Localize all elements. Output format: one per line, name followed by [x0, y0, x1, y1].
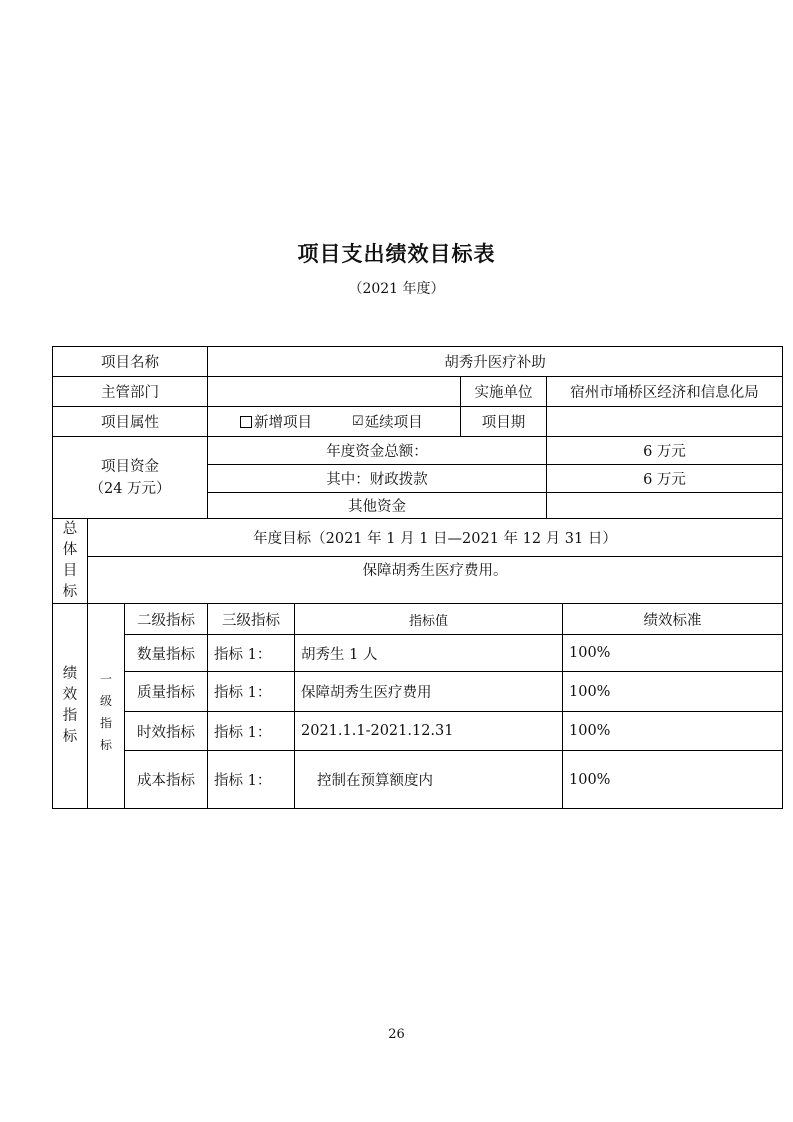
checkbox-empty-icon	[240, 416, 252, 428]
table-row-1-level3: 指标 1：	[214, 685, 272, 701]
project-name-label: 项目名称	[101, 355, 159, 371]
annual-total-label: 年度资金总额：	[326, 444, 428, 460]
col-header-level3: 三级指标	[222, 612, 280, 629]
page-title: 项目支出绩效目标表	[297, 242, 496, 266]
table-row-3-value: 控制在预算额度内	[317, 773, 433, 789]
annual-goal-text: 保障胡秀生医疗费用。	[362, 563, 508, 579]
attr-new-option	[240, 411, 312, 432]
col-header-standard: 绩效标准	[643, 612, 702, 629]
fiscal-label: 其中：财政拨款	[326, 472, 428, 488]
attr-options	[208, 407, 460, 436]
table-row-1-level2: 质量指标	[137, 685, 195, 701]
other-funds-value	[547, 493, 782, 518]
col-header-value: 指标值	[408, 613, 448, 629]
dept-label: 主管部门	[101, 385, 159, 401]
table-row-0-standard: 100%	[569, 645, 611, 661]
col-header-level2: 二级指标	[137, 612, 195, 629]
checkbox-checked-icon: ☑	[352, 414, 364, 429]
annual-total-value: 6 万元	[643, 444, 686, 460]
table-row-0-level3: 指标 1：	[214, 646, 272, 663]
table-row-0-value: 胡秀生 1 人	[301, 646, 378, 663]
annual-goal-title: 年度目标（2021 年 1 月 1 日—2021 年 12 月 31 日）	[253, 531, 617, 547]
table-row-2-standard: 100%	[569, 723, 611, 739]
period-label: 项目期	[481, 415, 526, 431]
project-name-value: 胡秀升医疗补助	[444, 355, 546, 371]
page-subtitle: （2021 年度）	[348, 281, 445, 297]
period-value	[547, 407, 782, 436]
table-row-2-value: 2021.1.1-2021.12.31	[301, 723, 454, 739]
attr-cont-option	[352, 411, 423, 432]
table-row-1-standard: 100%	[569, 683, 611, 700]
perf-indicator-label: 绩 效 指 标	[62, 666, 78, 745]
level1-indicator-label: 一 级 指 标	[99, 672, 112, 752]
other-funds-label: 其他资金	[348, 499, 406, 515]
funds-label: 项目资金	[101, 458, 159, 475]
table-row-1-value: 保障胡秀生医疗费用	[301, 685, 432, 701]
table-row-0-level2: 数量指标	[137, 646, 195, 663]
attr-label: 项目属性	[101, 415, 159, 431]
fiscal-value: 6 万元	[643, 472, 686, 488]
funds-total: （24 万元）	[89, 480, 171, 497]
attr-new-label: 新增项目	[254, 415, 312, 431]
dept-value	[208, 377, 460, 406]
table-row-2-level3: 指标 1：	[214, 724, 272, 741]
page-number: 26	[388, 1027, 405, 1042]
overall-goal-label: 总 体 目 标	[62, 521, 78, 600]
table-row-3-standard: 100%	[569, 771, 611, 788]
table-row-2-level2: 时效指标	[137, 724, 195, 741]
attr-cont-label: 延续项目	[364, 415, 423, 431]
impl-unit-label: 实施单位	[474, 385, 533, 401]
funds-label-cell	[53, 437, 207, 518]
impl-unit-value: 宿州市埇桥区经济和信息化局	[570, 385, 759, 401]
table-row-3-level2: 成本指标	[137, 773, 195, 789]
table-row-3-level3: 指标 1：	[214, 773, 272, 789]
